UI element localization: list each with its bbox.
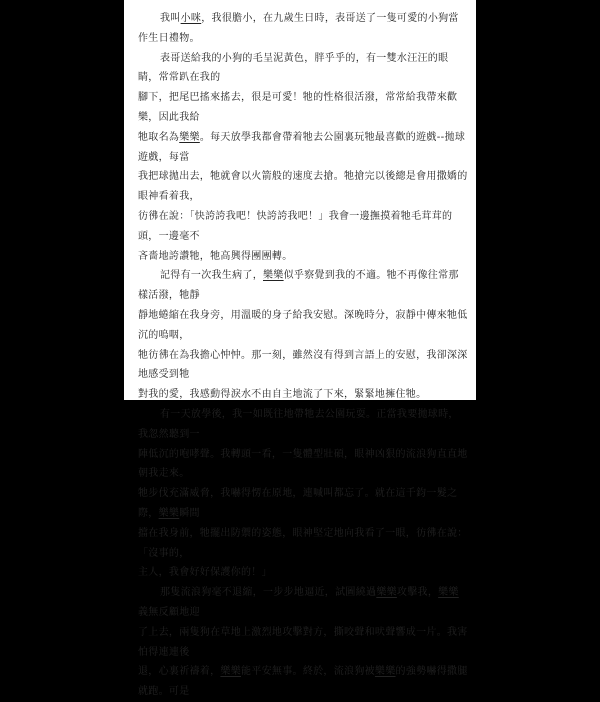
text-run: 對我的愛，我感動得淚水不由自主地流了下來，緊緊地擁住牠。 [138,389,427,401]
text-line [138,247,468,267]
text-run: 攻擊我， [396,587,439,599]
text-line [138,484,468,524]
text-line [138,524,468,564]
text-run: 擋在我身前，牠擺出防禦的姿態，眼神堅定地向我看了一眼，彷彿在說：「沒事的， [138,527,468,559]
text-run: 陣低沉的咆哮聲。我轉頭一看，一隻體型壯碩，眼神凶狠的流浪狗直直地朝我走來。 [138,448,468,480]
text-run: 表哥送給我的小狗的毛呈泥黃色，胖乎乎的，有一雙水汪汪的眼睛，常常趴在我的 [138,52,449,84]
paragraph [138,583,468,702]
text-run: 腳下，把尾巴搖來搖去，很是可愛！牠的性格很活潑，常常給我帶來歡樂，因此我給 [138,92,458,123]
text-run: 退，心裏祈禱着， [138,666,221,678]
text-line [138,9,468,49]
underlined-name: 樂樂 [374,666,396,678]
essay-body [138,9,468,702]
text-run: 牠彷彿在為我擔心忡忡。那一刻，雖然沒有得到言語上的安慰，我卻深深地感受到牠 [138,349,468,381]
underlined-name: 樂樂 [263,270,284,282]
text-run: 記得有一次我生病了， [160,270,263,282]
text-run: 。每天放學我都會帶着牠去公園裏玩牠最喜歡的遊戲--拋球遊戲，每當 [138,131,466,163]
text-run: 似乎察覺到我的不適。牠不再像往常那樣活潑，牠靜 [138,270,459,302]
text-run: 能平安無事。終於，流浪狗被 [241,666,375,678]
text-line [138,167,468,207]
text-line [138,266,468,306]
text-line [138,583,468,623]
paragraph [138,9,468,49]
text-run: 彷彿在說：「快誇誇我吧！快誇誇我吧！」我會一邊撫摸着牠毛茸茸的頭，一邊毫不 [138,210,453,242]
text-run: 牠取名為 [138,131,180,143]
underlined-name: 樂樂 [438,587,459,599]
text-run: 我把球拋出去，牠就會以火箭般的速度去搶。牠搶完以後總是會用撒嬌的眼神看着我， [138,171,468,203]
text-run: 我叫 [160,13,181,24]
text-run: 吝嗇地誇讚牠，牠高興得團團轉。 [138,250,293,262]
text-line [138,346,468,386]
text-line [138,128,468,168]
text-line [138,49,468,89]
text-line [138,207,468,247]
text-run: ，我很膽小，在九歲生日時，表哥送了一隻可愛的小狗當作生日禮物。 [138,13,459,44]
text-run: 義無反顧地迎 [138,606,200,618]
text-line [138,385,468,405]
text-run: 瞬間 [179,507,200,519]
text-line [138,306,468,346]
underlined-name: 樂樂 [158,507,180,519]
text-run: 的強勢嚇得撒腿就跑。可是 [138,666,468,698]
text-run: 主人，我會好好保護你的！」 [138,567,272,579]
underlined-name: 樂樂 [179,131,200,143]
underlined-name: 小咪 [180,13,202,24]
text-line [138,88,468,128]
paragraph [138,405,468,583]
text-line [138,445,468,485]
underlined-name: 樂樂 [376,587,397,599]
text-line [138,662,468,702]
text-line [138,623,468,663]
paragraph [138,266,468,405]
text-run: 了上去，兩隻狗在草地上激烈地攻擊對方，撕咬聲和吠聲響成一片。我害怕得連連後 [138,626,468,658]
text-run: 有一天放學後，我一如既往地帶牠去公園玩耍。正當我要拋球時，我忽然聽到一 [138,408,459,440]
text-run: 靜地蜷縮在我身旁，用溫暖的身子給我安慰。深晚時分，寂靜中傳來牠低沉的嗚咽， [138,309,468,341]
text-line [138,563,468,583]
document-page [124,0,476,698]
text-run: 那隻流浪狗毫不退縮，一步步地逼近，試圖繞過 [160,587,377,599]
underlined-name: 樂樂 [220,666,242,678]
text-run: 牠步伐充滿威脅，我嚇得愣在原地，連喊叫都忘了。就在這千鈞一髮之際， [138,488,458,519]
paragraph [138,49,468,267]
text-line [138,405,468,445]
